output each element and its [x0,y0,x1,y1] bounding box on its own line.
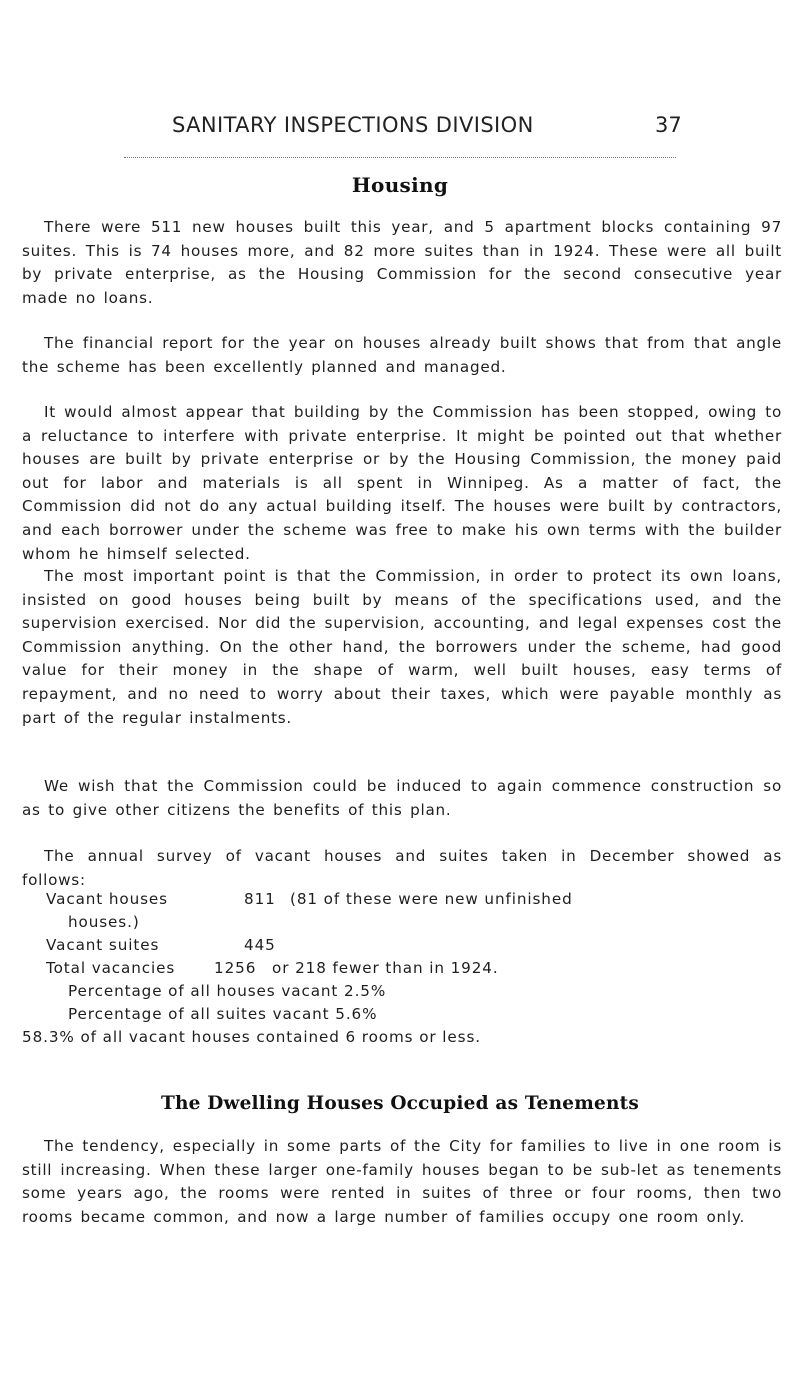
page-number: 37 [655,113,682,137]
paragraph-tenements: The tendency, especially in some parts of the City for families to live in one room is still increasing. When these larger one-family houses began to be sub-let as tenements some years ago, the rooms were rented in suites of three or four rooms, then two rooms became common, and now a large number of families occupy one room only. [22,1137,782,1226]
paragraph-financial-report: The financial report for the year on houses already built shows that from that angle the scheme has been excellently planned and managed. [22,334,782,376]
vacant-houses-note-cont: houses.) [68,913,140,931]
total-vacancies-value: 1256 [214,959,257,977]
paragraph-commission-building: It would almost appear that building by the Commission has been stopped, owing to a reluctance to interfere with private enterprise. It might be pointed out that whether houses are built by private enterprise or by the Housing Commission, the money paid out for labor and materials is all spent in Winnipeg. As a matter of fact, the Commission did not do any actual building itself. The houses were built by contractors, and each borrower under the scheme was free to make his own terms with the builder whom he himself selected. [22,403,782,563]
percentage-suites: Percentage of all suites vacant 5.6% [68,1005,378,1023]
running-title: SANITARY INSPECTIONS DIVISION [172,113,534,137]
vacant-suites-label: Vacant suites [46,936,160,954]
total-vacancies-note: or 218 fewer than in 1924. [272,959,499,977]
percentage-houses: Percentage of all houses vacant 2.5% [68,982,387,1000]
paragraph-important-point: The most important point is that the Commission, in order to protect its own loans, insisted on good houses being built by means of the specifications used, and the supervision exercised. Nor did the supervision, accounting, and legal expenses cost the Commission anything. On the other hand, the borrowers under the scheme, had good value for their money in the shape of warm, well built houses, easy terms of repayment, and no need to worry about their taxes, which were payable monthly as part of the regular instalments. [22,567,782,727]
percentage-rooms: 58.3% of all vacant houses contained 6 rooms or less. [22,1028,482,1046]
total-vacancies-label: Total vacancies [46,959,176,977]
vacant-houses-label: Vacant houses [46,890,168,908]
paragraph-wish: We wish that the Commission could be induced to again commence construction so as to give other citizens the benefits of this plan. [22,777,782,819]
section-title-tenements: The Dwelling Houses Occupied as Tenements [160,1093,640,1114]
header-rule [124,157,676,158]
section-title-housing: Housing [351,173,449,197]
vacant-houses-value: 811 [244,890,276,908]
paragraph-annual-survey: The annual survey of vacant houses and suites taken in December showed as follows: [22,847,782,889]
vacant-suites-value: 445 [244,936,276,954]
running-header [0,113,800,147]
vacant-houses-note: (81 of these were new unfinished [290,890,573,908]
paragraph-new-houses: There were 511 new houses built this year, and 5 apartment blocks containing 97 suites. This is 74 houses more, and 82 more suites than in 1924. These were all built by private enterprise, as the Housing Commission for the second consecutive year made no loans. [22,218,782,307]
